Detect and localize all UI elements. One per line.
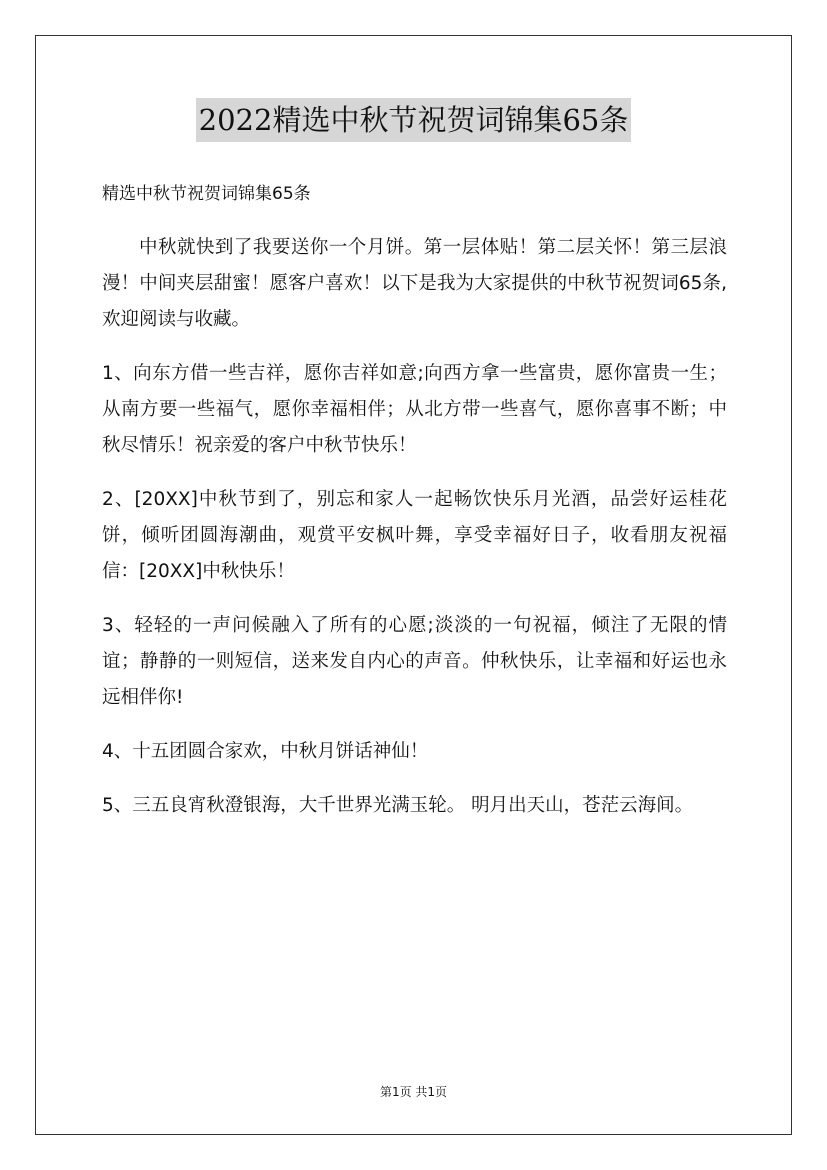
title-container <box>0 98 827 142</box>
greeting-paragraph-3: 3、轻轻的一声问候融入了所有的心愿;淡淡的一句祝福，倾注了无限的情谊；静静的一则短信，送来发自内心的声音。仲秋快乐，让幸福和好运也永远相伴你! <box>102 615 727 708</box>
greeting-paragraph-5: 5、三五良宵秋澄银海，大千世界光满玉轮。 明月出天山，苍茫云海间。 <box>102 795 694 816</box>
greeting-paragraph-4: 4、十五团圆合家欢，中秋月饼话神仙！ <box>102 741 429 762</box>
document-subtitle: 精选中秋节祝贺词锦集65条 <box>102 184 311 204</box>
document-title: 2022精选中秋节祝贺词锦集65条 <box>196 98 632 142</box>
greeting-paragraph-1: 1、向东方借一些吉祥，愿你吉祥如意;向西方拿一些富贵，愿你富贵一生；从南方要一些福气，愿你幸福相伴；从北方带一些喜气，愿你喜事不断；中秋尽情乐！祝亲爱的客户中秋节快乐！ <box>102 363 727 456</box>
page-footer: 第1页 共1页 <box>379 1085 448 1099</box>
document-body <box>102 230 727 842</box>
greeting-paragraph-2: 2、[20XX]中秋节到了，别忘和家人一起畅饮快乐月光酒，品尝好运桂花饼，倾听团圆海潮曲，观赏平安枫叶舞，享受幸福好日子，收看朋友祝福信：[20XX]中秋快乐！ <box>102 489 727 582</box>
intro-paragraph: 中秋就快到了我要送你一个月饼。第一层体贴！第二层关怀！第三层浪漫！中间夹层甜蜜！愿客户喜欢！以下是我为大家提供的中秋节祝贺词65条,欢迎阅读与收藏。 <box>102 237 727 330</box>
